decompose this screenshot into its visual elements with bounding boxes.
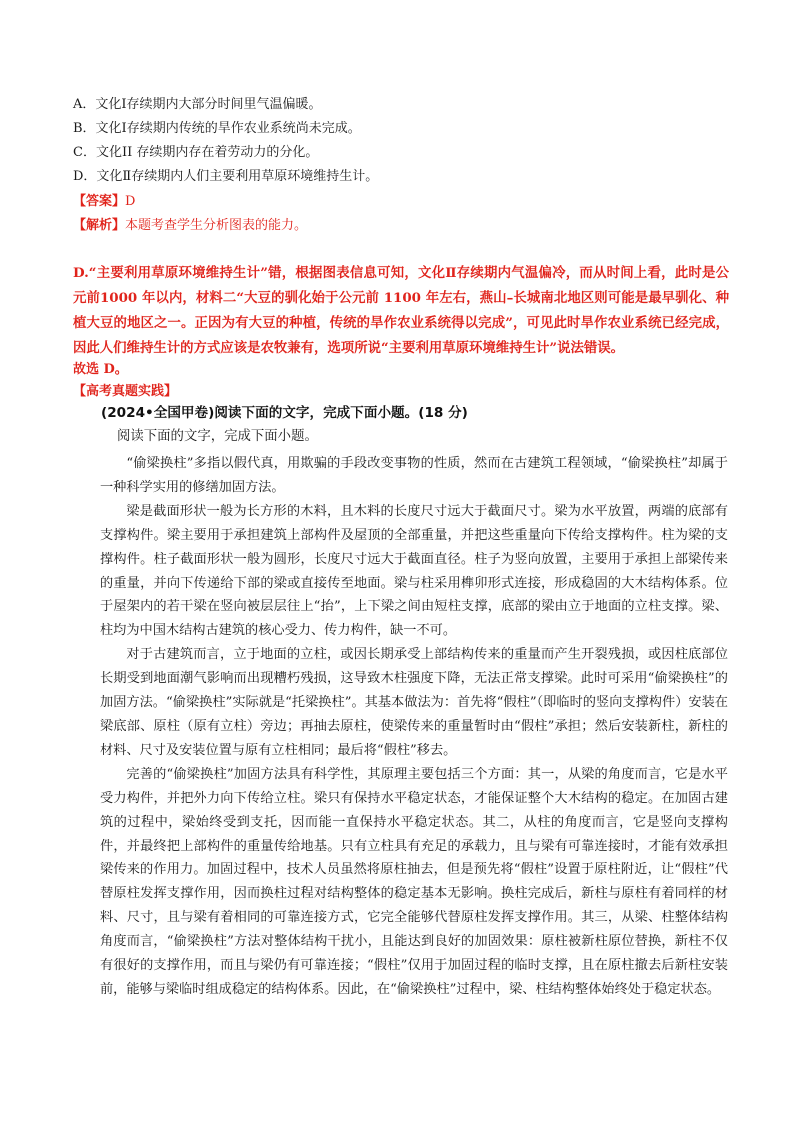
section-heading: 【高考真题实践】 — [73, 384, 178, 399]
analysis-conclusion: 故选 D。 — [73, 362, 128, 377]
passage-paragraph: 对于古建筑而言，立于地面的立柱，或因长期承受上部结构传来的重量而产生开裂残损，或因柱底部位长期受到地面潮气影响而出现糟朽残损，这导致木柱强度下降，无法正常支撑梁。此时可采用“偷梁换柱”的加固方法。“偷梁换柱”实际就是“托梁换柱”。其基本做法为：首先将“假柱”（即临时的竖向支撑构件）安装在梁底部、原柱（原有立柱）旁边；再抽去原柱，使梁传来的重量暂时由“假柱”承担；然后安装新柱，新柱的材料、尺寸及安装位置与原有立柱相同；最后将“假柱”移去。 — [100, 647, 728, 758]
option-d: D．文化Ⅱ存续期内人们主要利用草原环境维持生计。 — [73, 169, 379, 184]
passage-paragraph: 完善的“偷梁换柱”加固方法具有科学性，其原理主要包括三个方面：其一，从梁的角度而言，它是水平受力构件，并把外力向下传给立柱。梁只有保持水平稳定状态，才能保证整个大木结构的稳定。在加固古建筑的过程中，梁始终受到支托，因而能一直保持水平稳定状态。其二，从柱的角度而言，它是竖向支撑构件，并最终把上部构件的重量传给地基。只有立柱具有充足的承载力，且与梁有可靠连接时，才能有效承担梁传来的作用力。加固过程中，技术人员虽然将原柱抽去，但是预先将“假柱”设置于原柱附近，让“假柱”代替原柱发挥支撑作用，因而换柱过程对结构整体的稳定基本无影响。换柱完成后，新柱与原柱有着同样的材料、尺寸，且与梁有着相同的可靠连接方式，它完全能够代替原柱发挥支撑作用。其三，从梁、柱整体结构角度而言，“偷梁换柱”方法对整体结构干扰小，且能达到良好的加固效果：原柱被新柱原位替换，新柱不仅有很好的支撑作用，而且与梁仍有可靠连接；“假柱”仅用于加固过程的临时支撑，且在原柱撤去后新柱安装前，能够与梁临时组成稳定的结构体系。因此，在“偷梁换柱”过程中，梁、柱结构整体始终处于稳定状态。 — [100, 766, 728, 997]
answer-line — [73, 193, 730, 211]
reading-passage — [100, 452, 728, 1002]
question-title: (2024•全国甲卷)阅读下面的文字，完成下面小题。(18 分) — [101, 405, 468, 421]
analysis-line — [73, 217, 730, 235]
answer-value: D — [125, 194, 136, 209]
question-instruction: 阅读下面的文字，完成下面小题。 — [117, 429, 318, 444]
analysis-intro: 本题考查学生分析图表的能力。 — [125, 218, 308, 233]
answer-label: 【答案】 — [73, 194, 126, 209]
analysis-body: D.“主要利用草原环境维持生计”错，根据图表信息可知，文化Ⅱ存续期内气温偏冷，而从时间上看，此时是公元前1000 年以内，材料二“大豆的驯化始于公元前 1100 年左右，燕山–长城南北地区则可能是最早驯化、种植大豆的地区之一。正因为有大豆的种植，传统的旱作农业系统得以完成”，可见此时旱作农业系统已经完成，因此人们维持生计的方式应该是农牧兼有，选项所说“主要利用草原环境维持生计”说法错误。 — [73, 265, 729, 356]
analysis-label: 【解析】 — [73, 218, 126, 233]
option-b: B．文化Ⅰ存续期内传统的旱作农业系统尚未完成。 — [73, 121, 361, 136]
option-a: A．文化Ⅰ存续期内大部分时间里气温偏暖。 — [73, 97, 322, 112]
option-c: C．文化II 存续期内存在着劳动力的分化。 — [73, 145, 319, 160]
passage-paragraph: 梁是截面形状一般为长方形的木料，且木料的长度尺寸远大于截面尺寸。梁为水平放置，两端的底部有支撑构件。梁主要用于承担建筑上部构件及屋顶的全部重量，并把这些重量向下传给支撑构件。柱为梁的支撑构件。柱子截面形状一般为圆形，长度尺寸远大于截面直径。柱子为竖向放置，主要用于承担上部梁传来的重量，并向下传递给下部的梁或直接传至地面。梁与柱采用榫卯形式连接，形成稳固的大木结构体系。位于屋架内的若干梁在竖向被层层往上“抬”，上下梁之间由短柱支撑，底部的梁由立于地面的立柱支撑。梁、柱均为中国木结构古建筑的核心受力、传力构件，缺一不可。 — [100, 503, 728, 639]
passage-paragraph: “偷梁换柱”多指以假代真，用欺骗的手段改变事物的性质，然而在古建筑工程领域，“偷梁换柱”却属于一种科学实用的修缮加固方法。 — [100, 456, 728, 495]
